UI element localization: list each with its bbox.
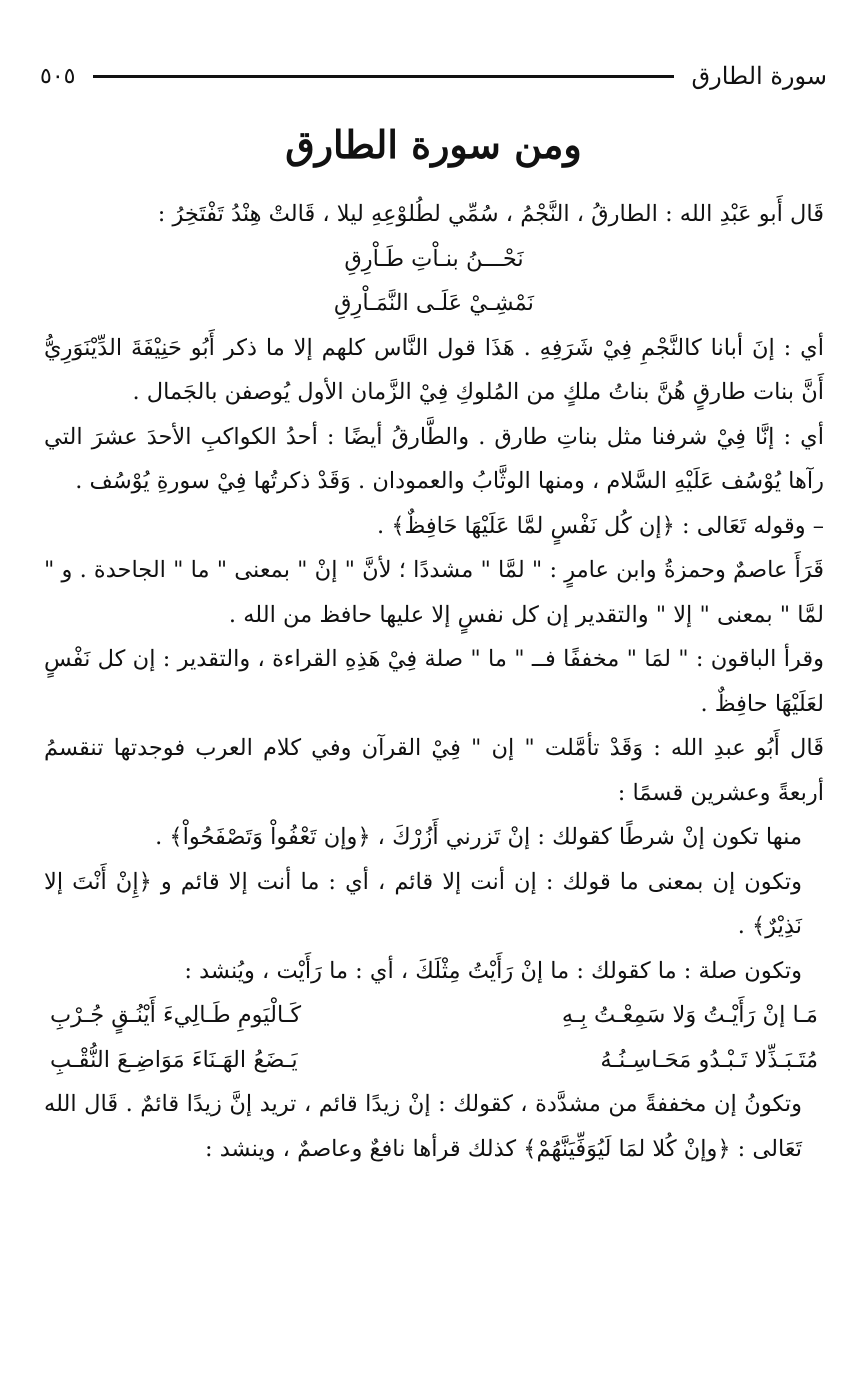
body-text xyxy=(44,192,824,1171)
poem-line-2 xyxy=(44,1038,824,1083)
verse-line-1: نَحْـــنُ بنـاْتِ طَـاْرِقِ xyxy=(344,245,524,272)
poem-hemistich: مَـا إنْ رَأَيْـتُ وَلا سَمِعْـتُ بِـهِ xyxy=(561,1002,818,1028)
paragraph: قَال أَبُو عبدِ الله : وَقَدْ تأمَّلت " إن " فِيْ القرآن وفي كلام العرب فوجدتها تنقسمُ أربعةً وعشرين قسمًا : xyxy=(44,735,824,806)
running-header-surah: سورة الطارق xyxy=(691,62,827,90)
paragraph: قَرَأَ عاصمٌ وحمزةُ وابن عامرٍ : " لمَّا " مشددًا ؛ لأنَّ " إنْ " بمعنى " ما " الجاحدة . و " لمَّا " بمعنى " إلا " والتقدير إن كل نفسٍ إلا عليها حافظ من الله . xyxy=(44,557,824,628)
paragraph: أي : إنَّا فِيْ شرفنا مثل بناتِ طارق . والطَّارقُ أيضًا : أحدُ الكواكبِ الأحدَ عشرَ التي رآها يُوْسُف عَلَيْهِ السَّلام ، ومنها الوثَّابُ والعمودان . وَقَدْ ذكرتُها فِيْ سورةِ يُوْسُف . xyxy=(44,423,824,494)
paragraph: أي : إنَ أبانا كالنَّجْمِ فِيْ شَرَفِهِ . هَذَا قول النَّاس كلهم إلا ما ذكر أَبُو حَنِيْفَةَ الدِّيْنَوَرِيُّ أَنَّ بنات طارقٍ هُنَّ بناتُ ملكٍ من المُلوكِ فِيْ الزَّمان الأول يُوصفن بالجَمال . xyxy=(44,334,824,405)
paragraph: وتكون إن بمعنى ما قولك : إن أنت إلا قائم ، أي : ما أنت إلا قائم و ﴿إِنْ أَنْتَ إلا نَذِيْرٌ﴾ . xyxy=(44,868,802,939)
paragraph: وتكون صلة : ما كقولك : ما إنْ رَأَيْتُ مِثْلَكَ ، أي : ما رَأَيْت ، ويُنشد : xyxy=(184,957,802,984)
paragraph-intro: قَال أَبو عَبْدِ الله : الطارقُ ، النَّجْمُ ، سُمِّي لطُلوْعِهِ ليلا ، قَالتْ هِنْدُ تَفْتَخِرُ : xyxy=(157,201,824,227)
paragraph: وتكونُ إن مخففةً من مشدَّدة ، كقولك : إنْ زيدًا قائم ، تريد إنَّ زيدًا قائمٌ . قَال الله تَعَالى : ﴿وإنْ كُلا لمَا لَيُوَفِّيَنَّهُمْ﴾ كذلك قرأها نافعٌ وعاصمٌ ، وينشد : xyxy=(44,1091,802,1162)
chapter-title: ومن سورة الطارق xyxy=(285,122,582,167)
verse-line-2: نَمْشِـيْ عَلَـى النَّمَـاْرِقِ xyxy=(334,290,534,316)
paragraph: منها تكون إنْ شرطًا كقولك : إنْ تَزرني أَزُرْكَ ، ﴿وإن تَعْفُواْ وَتَصْفَحُواْ﴾ . xyxy=(155,824,802,850)
poem-hemistich: يَـضَعُ الهَـنَاءَ مَوَاضِـعَ النُّقْـبِ xyxy=(50,1046,298,1073)
paragraph: وقرأ الباقون : " لمَا " مخففًا فــ " ما " صلة فِيْ هَذِهِ القراءة ، والتقدير : إن كل نَفْسٍ لعَلَيْهَا حافِظٌ . xyxy=(44,646,824,717)
page-number: ٥٠٥ xyxy=(40,63,76,89)
poem-line-1 xyxy=(44,993,824,1038)
header-rule xyxy=(93,75,673,78)
poem-hemistich: كَـالْيَومِ طَـالِيءَ أَيْنُـقٍ جُـرْبِ xyxy=(50,1002,302,1028)
poem-hemistich: مُتَـبَـذِّلا تَـبْـدُو مَحَـاسِـنُـهُ xyxy=(600,1046,818,1073)
running-header xyxy=(40,58,827,94)
paragraph-quran-verse: – وقوله تَعَالى : ﴿إن كُل نَفْسٍ لمَّا عَلَيْهَا حَافِظٌ﴾ . xyxy=(377,512,824,539)
